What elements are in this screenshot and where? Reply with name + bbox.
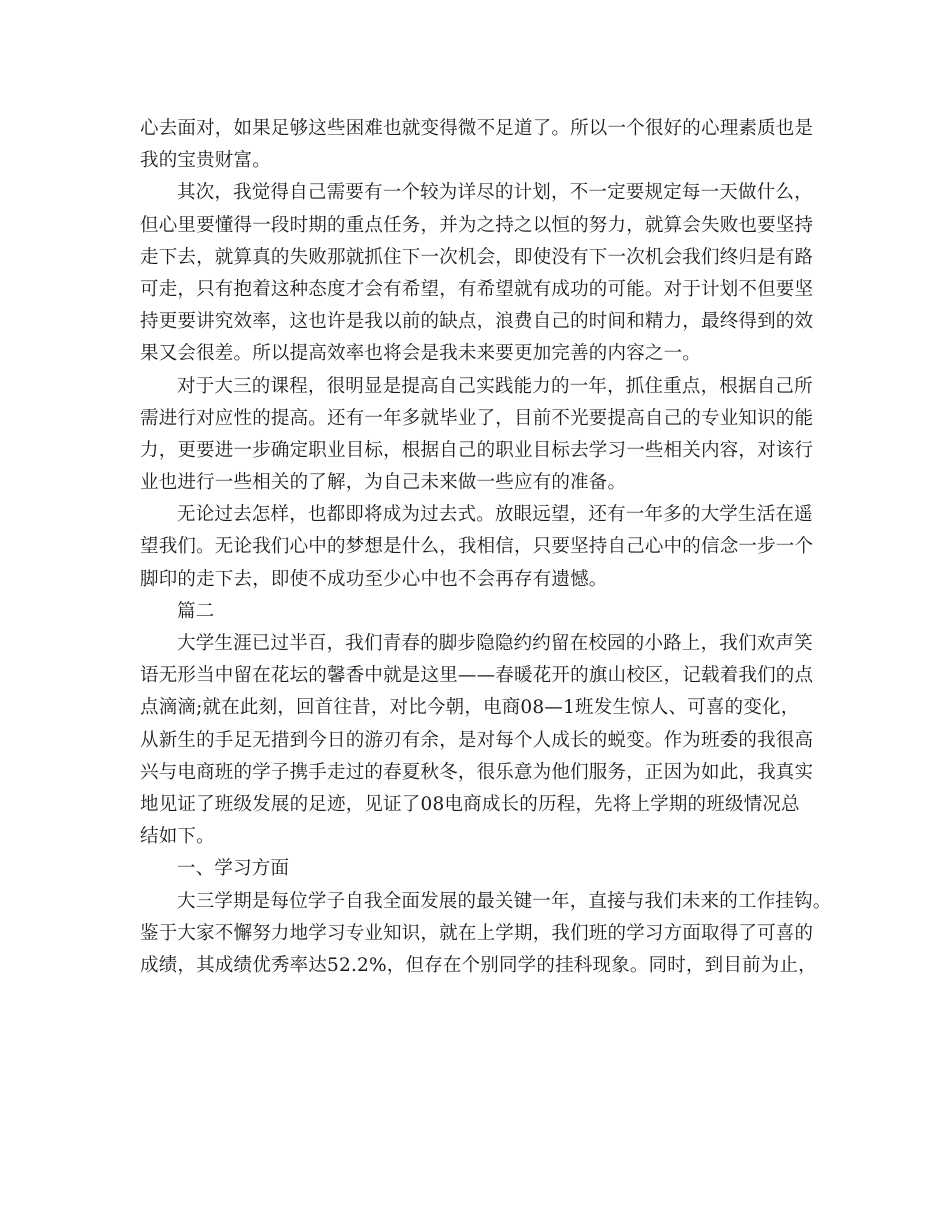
text-line: 需进行对应性的提高。还有一年多就毕业了，目前不光要提高自己的专业知识的能 xyxy=(140,407,814,429)
text-line: 语无形当中留在花坛的馨香中就是这里——春暖花开的旗山校区，记载着我们的点 xyxy=(140,665,814,687)
text-line: 但心里要懂得一段时期的重点任务，并为之持之以恒的努力，就算会失败也要坚持 xyxy=(140,214,814,236)
text-line: 大三学期是每位学子自我全面发展的最关键一年，直接与我们未来的工作挂钩。 xyxy=(177,890,832,912)
text-line: 望我们。无论我们心中的梦想是什么，我相信，只要坚持自己心中的信念一步一个 xyxy=(140,536,814,558)
text-line: 对于大三的课程，很明显是提高自己实践能力的一年，抓住重点，根据自己所 xyxy=(177,375,813,397)
section-heading: 篇二 xyxy=(177,600,215,622)
text-line: 业也进行一些相关的了解，为自己未来做一些应有的准备。 xyxy=(140,472,627,494)
text-line: 成绩，其成绩优秀率达52.2%，但存在个别同学的挂科现象。同时，到目前为止， xyxy=(140,954,817,976)
document-body xyxy=(140,113,840,982)
text-line: 力，更要进一步确定职业目标，根据自己的职业目标去学习一些相关内容，对该行 xyxy=(140,439,814,461)
text-line: 持更要讲究效率，这也许是我以前的缺点，浪费自己的时间和精力，最终得到的效 xyxy=(140,311,814,333)
text-line: 结如下。 xyxy=(140,826,215,848)
text-line: 脚印的走下去，即使不成功至少心中也不会再存有遗憾。 xyxy=(140,568,608,590)
text-line: 我的宝贵财富。 xyxy=(140,150,271,172)
text-line: 其次，我觉得自己需要有一个较为详尽的计划，不一定要规定每一天做什么， xyxy=(177,182,813,204)
text-line: 果又会很差。所以提高效率也将会是我未来要更加完善的内容之一。 xyxy=(140,343,702,365)
text-line: 大学生涯已过半百，我们青春的脚步隐隐约约留在校园的小路上，我们欢声笑 xyxy=(177,633,813,654)
text-line: 点滴滴;就在此刻，回首往昔，对比今朝，电商08—1班发生惊人、可喜的变化， xyxy=(140,697,800,719)
text-line: 走下去，就算真的失败那就抓住下一次机会，即使没有下一次机会我们终归是有路 xyxy=(140,246,814,268)
text-line: 鉴于大家不懈努力地学习专业知识，就在上学期，我们班的学习方面取得了可喜的 xyxy=(140,922,814,944)
text-line: 兴与电商班的学子携手走过的春夏秋冬，很乐意为他们服务，正因为如此，我真实 xyxy=(140,761,814,783)
text-line: 地见证了班级发展的足迹，见证了08电商成长的历程，先将上学期的班级情况总 xyxy=(140,793,800,815)
section-heading: 一、学习方面 xyxy=(177,858,290,880)
text-line: 心去面对，如果足够这些困难也就变得微不足道了。所以一个很好的心理素质也是 xyxy=(140,118,814,139)
text-line: 可走，只有抱着这种态度才会有希望，有希望就有成功的可能。对于计划不但要坚 xyxy=(140,278,814,300)
text-line: 从新生的手足无措到今日的游刃有余，是对每个人成长的蜕变。作为班委的我很高 xyxy=(140,729,814,751)
text-line: 无论过去怎样，也都即将成为过去式。放眼远望，还有一年多的大学生活在遥 xyxy=(177,504,813,526)
